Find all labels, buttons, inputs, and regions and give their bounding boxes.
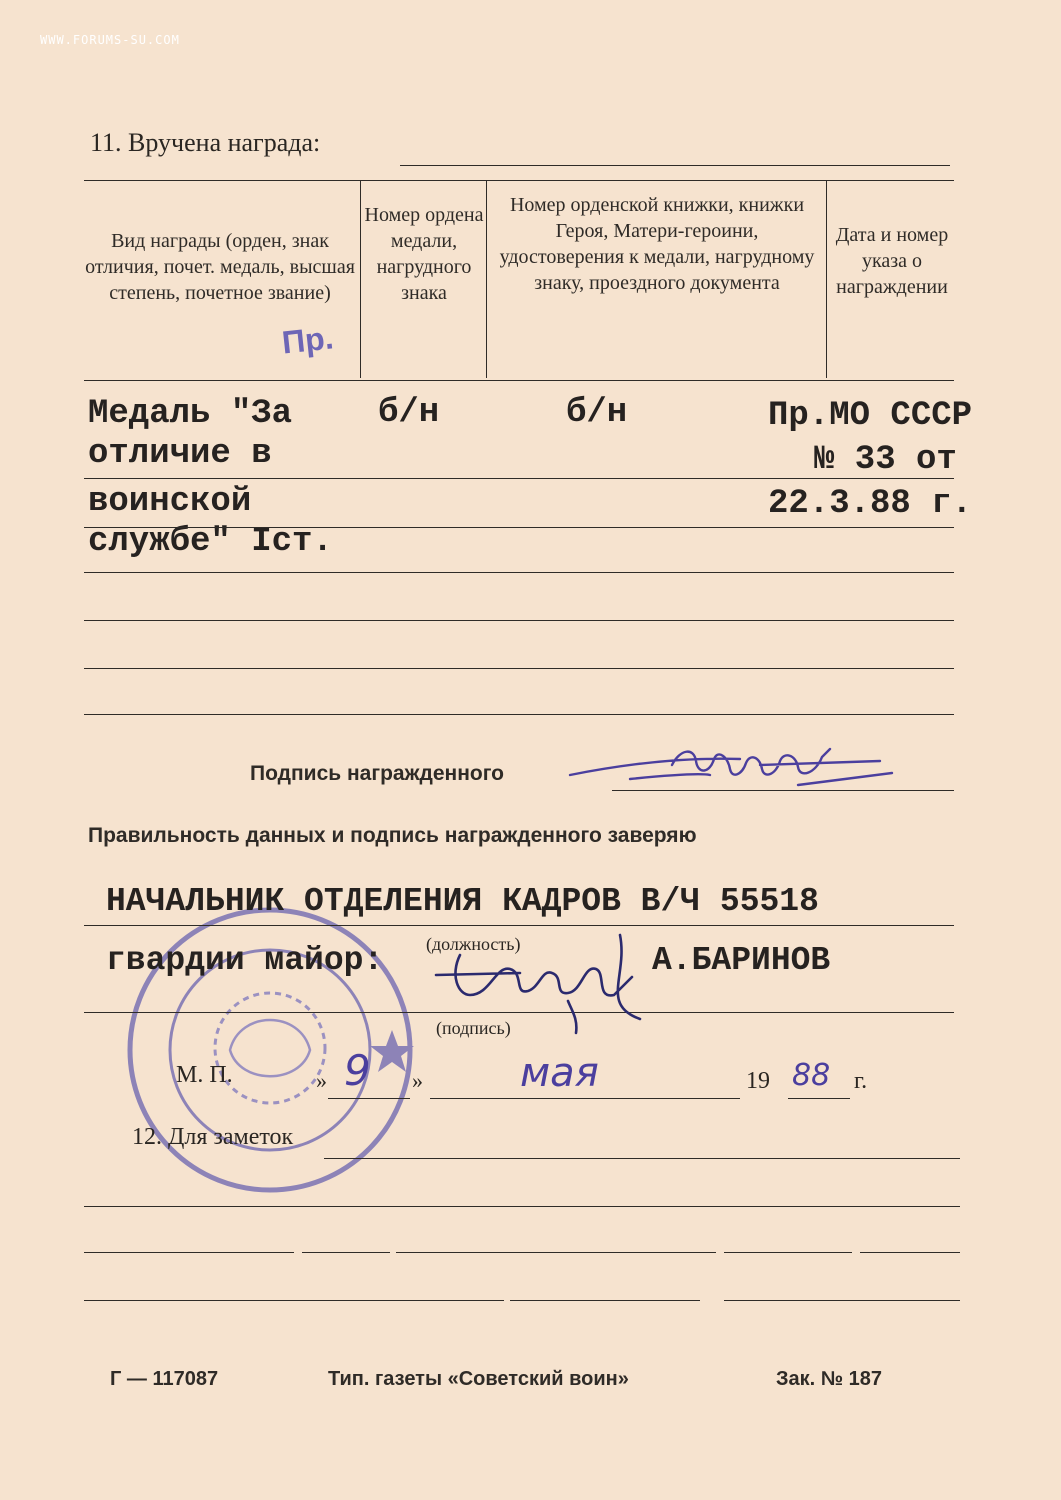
book-number-value: б/н <box>566 394 628 432</box>
watermark: WWW.FORUMS-SU.COM <box>40 33 180 47</box>
notes-line <box>84 1206 960 1207</box>
officer-signature <box>400 915 660 1035</box>
col-divider-2 <box>486 180 487 378</box>
footer-printer: Тип. газеты «Советский воин» <box>328 1368 629 1390</box>
row-rule <box>84 572 954 573</box>
column-header-decree: Дата и номер указа о награждении <box>835 224 949 298</box>
row-rule <box>84 478 954 479</box>
officer-rank: гвардии майор: <box>106 942 384 979</box>
notes-line <box>84 1252 294 1253</box>
decree-line-2: № 33 от <box>814 441 957 479</box>
notes-line <box>724 1300 960 1301</box>
row-rule <box>84 527 954 528</box>
notes-line <box>724 1252 852 1253</box>
date-year: 88 <box>792 1058 831 1093</box>
decree-line-1: Пр.МО СССР <box>768 397 973 435</box>
date-month: мая <box>520 1050 599 1096</box>
notes-line <box>510 1300 700 1301</box>
column-header-award-type: Вид награды (орден, знак отличия, почет. медаль, высшая степень, почетное звание) <box>85 230 355 304</box>
officer-name: А.БАРИНОВ <box>652 942 831 979</box>
date-year-line <box>788 1098 850 1099</box>
award-line-3: воинской <box>88 483 252 521</box>
section-12-title: 12. Для заметок <box>132 1124 294 1150</box>
position-caption: (должность) <box>426 934 521 954</box>
stamp-mark: Пр. <box>280 319 336 361</box>
order-number-value: б/н <box>378 394 440 432</box>
award-line-1: Медаль "За <box>88 395 293 433</box>
date-month-line <box>430 1098 740 1099</box>
footer-order: Зак. № 187 <box>776 1368 882 1390</box>
notes-line <box>324 1158 960 1159</box>
date-day-line <box>328 1098 410 1099</box>
recipient-signature <box>560 735 900 805</box>
recipient-signature-label: Подпись награжденного <box>250 762 504 785</box>
title-underline <box>400 165 950 166</box>
footer-code: Г — 117087 <box>110 1368 219 1390</box>
decree-line-3: 22.3.88 г. <box>768 485 973 523</box>
officer-position: НАЧАЛЬНИК ОТДЕЛЕНИЯ КАДРОВ В/Ч 55518 <box>106 883 819 920</box>
section-11-title: 11. Вручена награда: <box>90 128 321 157</box>
date-year-prefix: 19 <box>746 1068 770 1094</box>
table-header-bottom-rule <box>84 380 954 381</box>
notes-line <box>84 1300 504 1301</box>
column-header-order-number: Номер ордена медали, нагрудного знака <box>364 204 484 304</box>
seal-place-label: М. П. <box>176 1062 233 1088</box>
date-year-end: г. <box>854 1068 868 1094</box>
award-line-4: службе" Iст. <box>88 523 333 561</box>
decree-info <box>768 394 972 526</box>
date-day: 9 <box>344 1046 371 1095</box>
row-rule <box>84 714 954 715</box>
row-rule <box>84 620 954 621</box>
table-top-rule <box>84 180 954 181</box>
date-open-quote: » <box>316 1068 327 1093</box>
certification-text: Правильность данных и подпись награжденного заверяю <box>88 824 697 847</box>
notes-line <box>860 1252 960 1253</box>
col-divider-1 <box>360 180 361 378</box>
column-header-book-number: Номер орденской книжки, книжки Героя, Матери-героини, удостоверения к медали, нагрудному знаку, проездного документа <box>499 194 815 294</box>
date-close-quote: » <box>412 1068 423 1093</box>
award-line-2: отличие в <box>88 435 272 473</box>
col-divider-3 <box>826 180 827 378</box>
signature-caption: (подпись) <box>436 1018 511 1038</box>
notes-line <box>302 1252 390 1253</box>
notes-line <box>396 1252 716 1253</box>
row-rule <box>84 668 954 669</box>
